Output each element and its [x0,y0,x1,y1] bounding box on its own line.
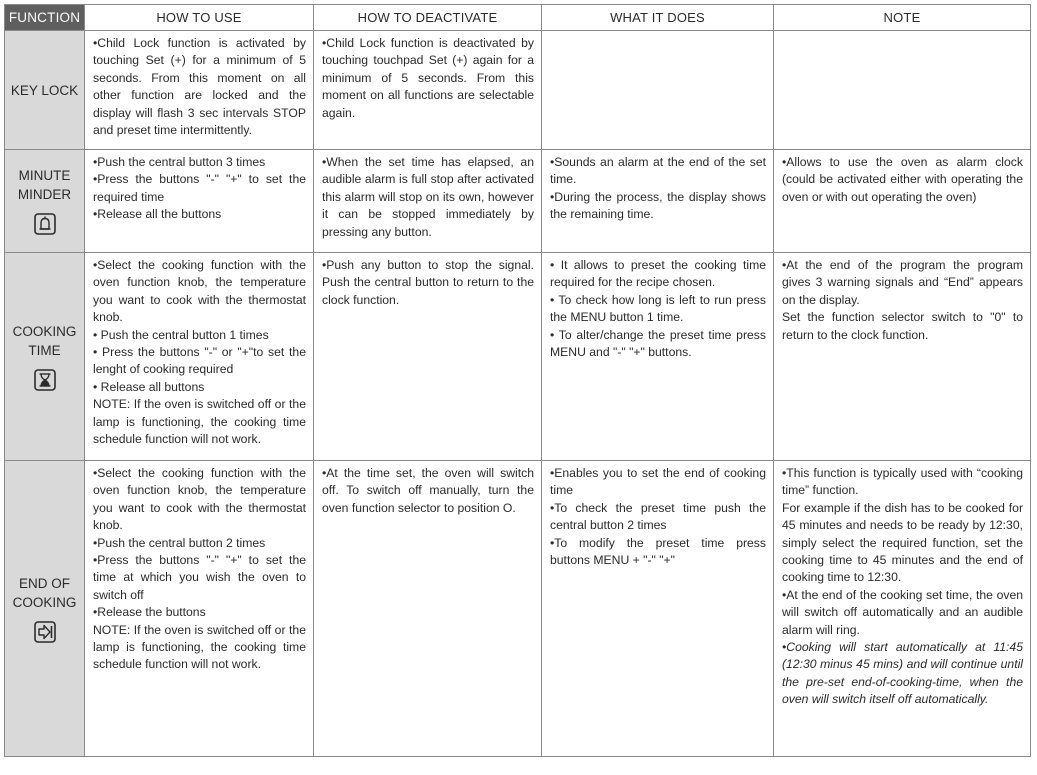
cell-text: •This function is typically used with “cooking time” function. [782,466,1023,498]
table-row [5,150,1031,253]
cell-text: Set the function selector switch to "0" to return to the clock function. [782,310,1023,342]
cell-text: •Push any button to stop the signal. Push the central button to return to the clock function. [322,258,534,307]
how-to-use-cell [85,461,314,757]
how-to-deactivate-cell [314,253,542,461]
cell-text: •Enables you to set the end of cooking time [550,466,766,498]
cell-text: •To modify the preset time press buttons MENU + "-" "+" [550,535,766,568]
note-cell [774,31,1031,150]
cell-text: •During the process, the display shows the remaining time. [550,189,766,222]
function-label: TIME [28,342,61,358]
note-cell [774,150,1031,253]
cell-text: • To alter/change the preset time press MENU and "-" "+" buttons. [550,327,766,360]
cell-text: •Press the buttons "-" "+" to set the required time [93,172,306,204]
function-cell-cooking-time [5,253,85,461]
cell-text: • Release all buttons [93,379,205,394]
cell-text: • Press the buttons "-" or "+"to set the lenght of cooking required [93,345,306,377]
cell-text: •Sounds an alarm at the end of the set time. [550,155,766,187]
note-cell [774,461,1031,757]
function-cell-minute-minder [5,150,85,253]
cell-text: •Select the cooking function with the oven function knob, the temperature you want to cook with the thermostat knob. [93,466,306,533]
cell-text: For example if the dish has to be cooked for 45 minutes and needs to be ready by 12:30, simply select the required function, set the cooking time to 45 minutes and the end of cooking time to 12:30. [782,500,1023,585]
cell-text: NOTE: If the oven is switched off or the lamp is functioning, the cooking time schedule function will not work. [93,397,306,447]
cell-text: •Child Lock function is activated by touching Set (+) for a minimum of 5 seconds. From this moment on all other function are locked and the display will flash 3 sec intervals STOP and preset time intermittently. [93,36,306,138]
cell-text: NOTE: If the oven is switched off or the lamp is functioning, the cooking time schedule function will not work. [93,622,306,672]
header-how-to-use: HOW TO USE [85,5,314,31]
cell-text: •Press the buttons "-" "+" to set the time at which you wish the oven to switch off [93,553,306,602]
what-it-does-cell [542,461,774,757]
what-it-does-cell [542,253,774,461]
hourglass-icon [33,368,57,392]
what-it-does-cell [542,150,774,253]
function-label: COOKING [12,323,77,339]
cell-text: • It allows to preset the cooking time required for the recipe chosen. [550,258,766,290]
cell-text: •Release all the buttons [93,207,222,222]
function-label: MINUTE [18,168,71,183]
cell-text: •Select the cooking function with the oven function knob, the temperature you want to cook with the thermostat knob. [93,258,306,325]
cell-text: •To check the preset time push the central button 2 times [550,500,766,533]
end-cooking-icon [33,620,57,644]
function-label: COOKING [12,594,77,610]
cell-text: •When the set time has elapsed, an audible alarm is full stop after activated this alarm will stop on its own, however it can be stopped immediately by pressing any button. [322,155,534,239]
cell-text-italic: •Cooking will start automatically at 11:45 (12:30 minus 45 mins) and will continue until the pre-set end-of-cooking-time, when the oven will switch itself off automatically. [782,640,1023,707]
function-label: END OF [18,575,70,591]
function-label: KEY LOCK [10,82,79,98]
how-to-use-cell [85,253,314,461]
note-cell [774,253,1031,461]
table-row [5,31,1031,150]
how-to-deactivate-cell [314,150,542,253]
cell-text: •Child Lock function is deactivated by touching touchpad Set (+) again for a minimum of 5 seconds. From this moment on all functions are selectable again. [322,36,534,120]
table-row [5,253,1031,461]
header-how-to-deactivate: HOW TO DEACTIVATE [314,5,542,31]
how-to-use-cell [85,31,314,150]
cell-text: •Push the central button 3 times [93,155,266,169]
cell-text: •At the time set, the oven will switch off. To switch off manually, turn the oven function selector to position O. [322,466,534,515]
oven-timer-table-container [4,4,1031,757]
how-to-deactivate-cell [314,31,542,150]
cell-text: •Release the buttons [93,605,206,620]
header-what-it-does: WHAT IT DOES [542,5,774,31]
table-row [5,461,1031,757]
header-note: NOTE [774,5,1031,31]
bell-icon [33,212,57,236]
function-cell-key-lock [5,31,85,150]
cell-text: • To check how long is left to run press the MENU button 1 time. [550,292,766,325]
how-to-use-cell [85,150,314,253]
header-row [5,5,1031,31]
cell-text: •Push the central button 2 times [93,535,266,550]
function-label: MINDER [17,187,72,202]
what-it-does-cell [542,31,774,150]
function-cell-end-of-cooking [5,461,85,757]
cell-text: •At the end of the cooking set time, the oven will switch off automatically and an audible alarm will ring. [782,587,1023,637]
oven-timer-functions-table [4,4,1031,757]
cell-text: •Allows to use the oven as alarm clock (could be activated either with operating the oven or with out operating the oven) [782,155,1023,204]
cell-text: •At the end of the program the program gives 3 warning signals and “End” appears on the display. [782,258,1023,307]
cell-text: • Push the central button 1 times [93,327,269,342]
how-to-deactivate-cell [314,461,542,757]
header-function: FUNCTION [5,5,85,31]
